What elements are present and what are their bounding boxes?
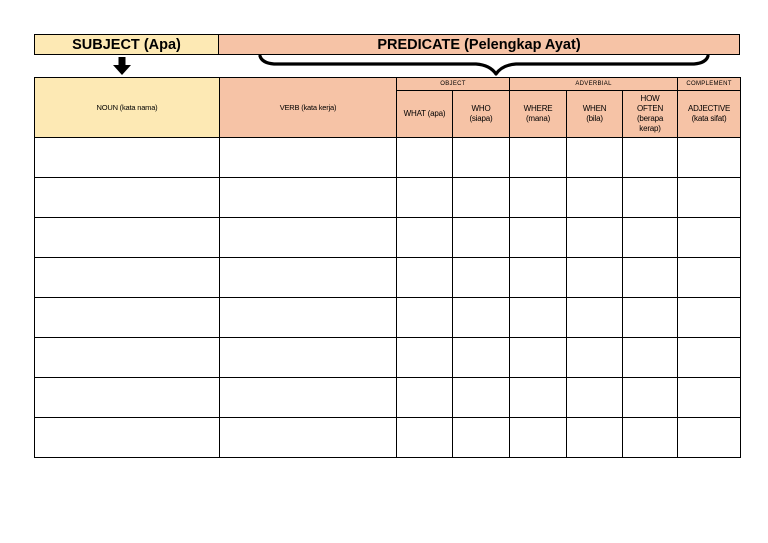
table-body: [35, 138, 741, 458]
how-often-cell[interactable]: [623, 418, 678, 458]
who-cell[interactable]: [453, 378, 510, 418]
who-cell[interactable]: [453, 178, 510, 218]
noun-cell[interactable]: [35, 338, 220, 378]
adjective-cell[interactable]: [678, 298, 741, 338]
where-column-header: WHERE (mana): [510, 91, 567, 138]
adjective-cell[interactable]: [678, 378, 741, 418]
when-cell[interactable]: [567, 218, 623, 258]
noun-cell[interactable]: [35, 298, 220, 338]
where-cell[interactable]: [510, 218, 567, 258]
what-cell[interactable]: [397, 298, 453, 338]
subject-header: [34, 34, 219, 55]
what-column-header: WHAT (apa): [397, 91, 453, 138]
who-cell[interactable]: [453, 338, 510, 378]
table-row: [35, 378, 741, 418]
complement-group-header: COMPLEMENT: [678, 78, 741, 91]
verb-column-header: VERB (kata kerja): [220, 78, 397, 138]
when-cell[interactable]: [567, 338, 623, 378]
verb-cell[interactable]: [220, 378, 397, 418]
verb-cell[interactable]: [220, 218, 397, 258]
when-cell[interactable]: [567, 178, 623, 218]
what-cell[interactable]: [397, 218, 453, 258]
when-cell[interactable]: [567, 138, 623, 178]
how-often-column-header: HOW OFTEN (berapa kerap): [623, 91, 678, 138]
what-cell[interactable]: [397, 338, 453, 378]
sentence-structure-table: [34, 77, 741, 458]
how-often-cell[interactable]: [623, 178, 678, 218]
adjective-cell[interactable]: [678, 418, 741, 458]
predicate-header-label: PREDICATE (Pelengkap Ayat): [377, 36, 581, 53]
noun-cell[interactable]: [35, 378, 220, 418]
how-often-cell[interactable]: [623, 298, 678, 338]
verb-cell[interactable]: [220, 298, 397, 338]
when-cell[interactable]: [567, 378, 623, 418]
curly-brace-icon: [258, 54, 710, 78]
how-often-cell[interactable]: [623, 138, 678, 178]
verb-cell[interactable]: [220, 178, 397, 218]
noun-column-header: NOUN (kata nama): [35, 78, 220, 138]
table-row: [35, 338, 741, 378]
who-cell[interactable]: [453, 418, 510, 458]
adjective-cell[interactable]: [678, 138, 741, 178]
where-cell[interactable]: [510, 338, 567, 378]
who-cell[interactable]: [453, 258, 510, 298]
where-cell[interactable]: [510, 138, 567, 178]
how-often-cell[interactable]: [623, 378, 678, 418]
who-column-header: WHO (siapa): [453, 91, 510, 138]
when-cell[interactable]: [567, 258, 623, 298]
noun-cell[interactable]: [35, 178, 220, 218]
adjective-column-header: ADJECTIVE (kata sifat): [678, 91, 741, 138]
where-cell[interactable]: [510, 258, 567, 298]
adjective-cell[interactable]: [678, 258, 741, 298]
verb-cell[interactable]: [220, 338, 397, 378]
what-cell[interactable]: [397, 138, 453, 178]
subject-header-label: SUBJECT (Apa): [72, 36, 181, 53]
noun-cell[interactable]: [35, 258, 220, 298]
table-row: [35, 178, 741, 218]
table-row: [35, 218, 741, 258]
table-row: [35, 258, 741, 298]
verb-cell[interactable]: [220, 258, 397, 298]
who-cell[interactable]: [453, 218, 510, 258]
object-group-header: OBJECT: [397, 78, 510, 91]
table-row: [35, 298, 741, 338]
adjective-cell[interactable]: [678, 338, 741, 378]
verb-cell[interactable]: [220, 418, 397, 458]
when-column-header: WHEN (bila): [567, 91, 623, 138]
what-cell[interactable]: [397, 418, 453, 458]
table-row: [35, 138, 741, 178]
how-often-cell[interactable]: [623, 258, 678, 298]
when-cell[interactable]: [567, 418, 623, 458]
what-cell[interactable]: [397, 378, 453, 418]
who-cell[interactable]: [453, 138, 510, 178]
what-cell[interactable]: [397, 178, 453, 218]
noun-cell[interactable]: [35, 138, 220, 178]
adverbial-group-header: ADVERBIAL: [510, 78, 678, 91]
what-cell[interactable]: [397, 258, 453, 298]
where-cell[interactable]: [510, 298, 567, 338]
noun-cell[interactable]: [35, 218, 220, 258]
how-often-cell[interactable]: [623, 338, 678, 378]
where-cell[interactable]: [510, 178, 567, 218]
verb-cell[interactable]: [220, 138, 397, 178]
predicate-header: [218, 34, 740, 55]
where-cell[interactable]: [510, 418, 567, 458]
adjective-cell[interactable]: [678, 178, 741, 218]
table-row: [35, 418, 741, 458]
when-cell[interactable]: [567, 298, 623, 338]
where-cell[interactable]: [510, 378, 567, 418]
noun-cell[interactable]: [35, 418, 220, 458]
who-cell[interactable]: [453, 298, 510, 338]
how-often-cell[interactable]: [623, 218, 678, 258]
arrow-down-icon: [112, 57, 132, 77]
adjective-cell[interactable]: [678, 218, 741, 258]
